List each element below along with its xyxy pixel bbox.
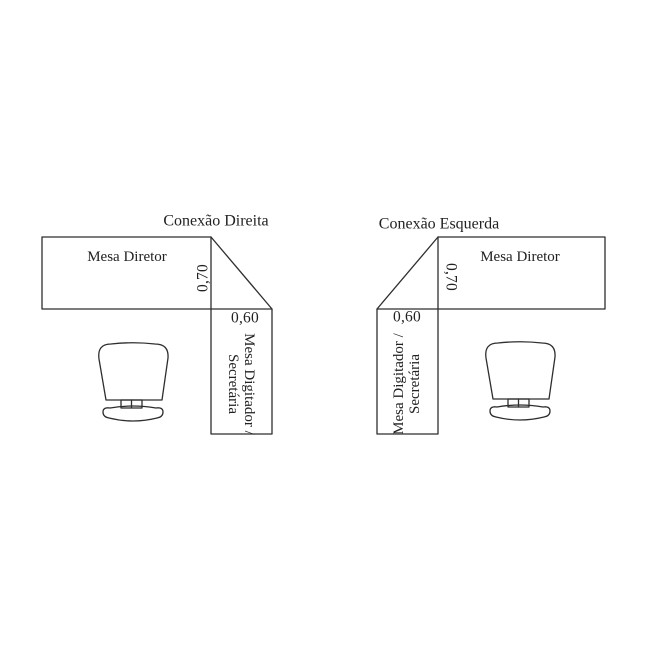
connection-triangle-edge	[211, 237, 272, 309]
typist-desk-label-line2: Secretária	[407, 354, 423, 414]
panel-title-left-connection: Conexão Esquerda	[378, 215, 500, 233]
chair-seat	[486, 342, 555, 399]
typist-desk-label	[225, 333, 257, 435]
director-desk-label: Mesa Diretor	[480, 248, 560, 265]
office-chair	[486, 342, 555, 420]
typist-desk-label-line1: Mesa Digitador /	[390, 333, 407, 435]
office-chair	[99, 343, 168, 421]
director-desk-rect	[438, 237, 605, 309]
director-desk-rect	[42, 237, 211, 309]
chair-seat	[99, 343, 168, 400]
panel-title-right-connection: Conexão Direita	[163, 212, 269, 230]
director-desk-label: Mesa Diretor	[87, 248, 167, 265]
typist-desk-label-line2: Secretária	[225, 354, 241, 414]
connection-triangle-edge	[377, 237, 438, 309]
typist-desk-label-line1: Mesa Digitador /	[241, 333, 258, 435]
depth-dimension-label: 0,70	[442, 263, 460, 291]
width-dimension-label: 0,60	[393, 308, 421, 326]
typist-desk-label	[391, 333, 423, 435]
depth-dimension-label: 0,70	[194, 264, 212, 292]
width-dimension-label: 0,60	[231, 309, 259, 327]
